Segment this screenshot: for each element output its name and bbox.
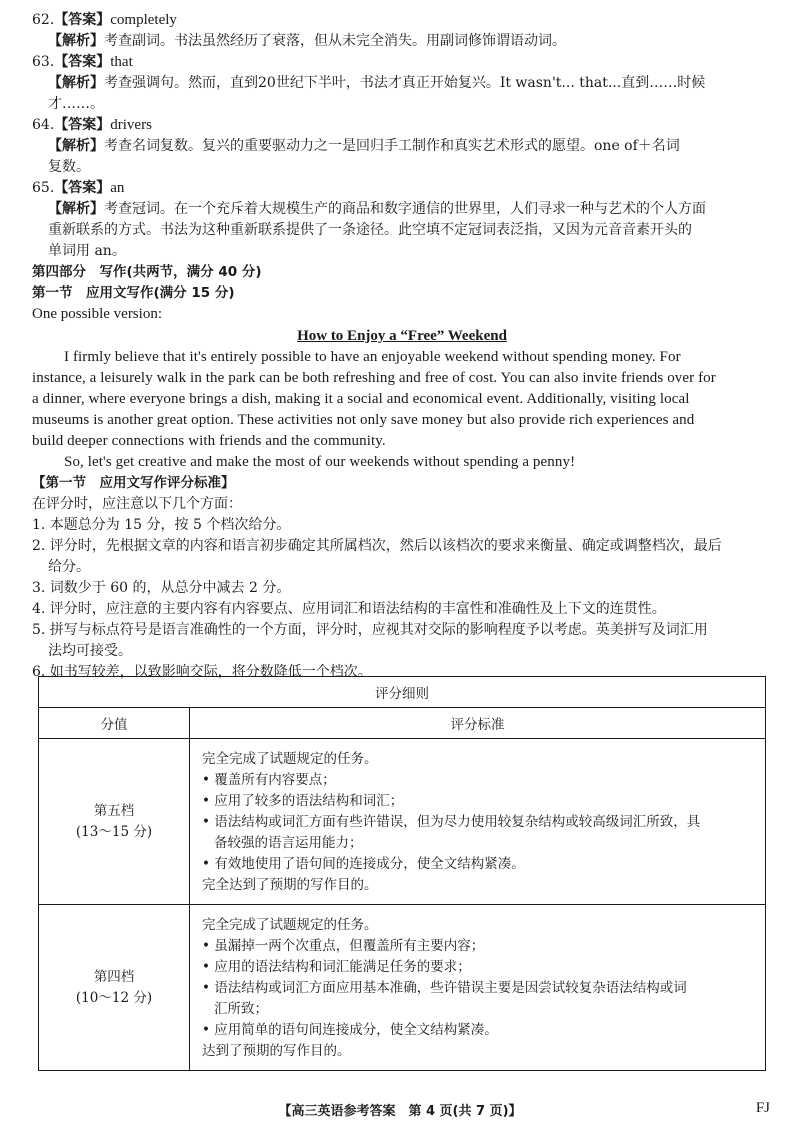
rubric-caption: 评分细则: [39, 677, 766, 708]
essay-paragraph-1: [32, 347, 772, 452]
scoring-rubric-table: [38, 676, 766, 1071]
answer-value: an: [110, 180, 125, 196]
answer-sheet-page: [32, 10, 772, 683]
answer-label: 【答案】: [54, 117, 111, 133]
answer-row: [32, 10, 772, 31]
rubric-criterion: • 覆盖所有内容要点；: [202, 772, 336, 788]
analysis-text: 复数。: [48, 159, 90, 175]
rubric-criterion: • 应用的语法结构和词汇能满足任务的要求；: [202, 959, 471, 975]
analysis-label: 【解析】: [48, 138, 104, 154]
rubric-criterion: 备较强的语言运用能力；: [214, 835, 363, 851]
criteria-item: 1. 本题总分为 15 分，按 5 个档次给分。: [32, 517, 291, 533]
answer-label: 【答案】: [54, 180, 111, 196]
analysis-line: [32, 73, 772, 94]
analysis-line: [32, 199, 772, 220]
rubric-criteria-cell: [190, 905, 766, 1071]
part4-heading: 第四部分 写作(共两节，满分 40 分): [32, 264, 262, 280]
analysis-text: 考查冠词。在一个充斥着大规模生产的商品和数字通信的世界里，人们寻求一种与艺术的个人方面: [104, 201, 706, 217]
analysis-label: 【解析】: [48, 33, 104, 49]
criteria-list: [32, 515, 772, 683]
answer-row: [32, 115, 772, 136]
criteria-item: 5. 拼写与标点符号是语言准确性的一个方面，评分时，应视其对交际的影响程度予以考虑。英美拼写及词汇用: [32, 622, 708, 638]
answer-label: 【答案】: [54, 12, 111, 28]
essay-line: build deeper connections with friends and the community.: [32, 433, 386, 449]
criteria-intro: 在评分时，应注意以下几个方面：: [32, 496, 242, 512]
section1-heading: 第一节 应用文写作(满分 15 分): [32, 285, 235, 301]
possible-version-label: One possible version:: [32, 306, 162, 322]
rubric-criterion: • 应用简单的语句间连接成分，使全文结构紧凑。: [202, 1022, 498, 1038]
answer-label: 【答案】: [54, 54, 111, 70]
essay-line: a dinner, where everyone brings a dish, making it a social and economical event. Additionally, visiting local: [32, 391, 690, 407]
rubric-level: 第五档: [93, 802, 135, 819]
essay-title: How to Enjoy a “Free” Weekend: [297, 328, 507, 344]
analysis-label: 【解析】: [48, 201, 104, 217]
analysis-line: [32, 241, 772, 262]
rubric-criterion: • 语法结构或词汇方面应用基本准确，些许错误主要是因尝试较复杂语法结构或词: [202, 980, 687, 996]
footer-text: 【高三英语参考答案 第 4 页(共 7 页)】: [278, 1104, 522, 1119]
rubric-header-score: 分值: [39, 708, 190, 739]
rubric-criterion: • 语法结构或词汇方面有些许错误，但为尽力使用较复杂结构或较高级词汇所致，具: [202, 814, 701, 830]
rubric-criterion: 完全完成了试题规定的任务。: [202, 917, 378, 933]
essay-line: instance, a leisurely walk in the park can be both refreshing and free of cost. You can also invite friends over for: [32, 370, 716, 386]
rubric-criterion: 汇所致；: [214, 1001, 268, 1017]
rubric-row: [39, 739, 766, 905]
answer-list: [32, 10, 772, 262]
essay-line: I firmly believe that it's entirely possible to have an enjoyable weekend without spending money. For: [64, 349, 681, 365]
rubric-level-cell: [39, 905, 190, 1071]
rubric-criterion: 完全完成了试题规定的任务。: [202, 751, 378, 767]
rubric-criterion: 完全达到了预期的写作目的。: [202, 877, 378, 893]
rubric-criterion: • 虽漏掉一两个次重点，但覆盖所有主要内容；: [202, 938, 485, 954]
analysis-line: [32, 94, 772, 115]
answer-row: [32, 52, 772, 73]
analysis-text: 考查副词。书法虽然经历了衰落，但从未完全消失。用副词修饰谓语动词。: [104, 33, 566, 49]
criteria-item: 6. 如书写较差，以致影响交际，将分数降低一个档次。: [32, 664, 372, 680]
essay-paragraph-2: So, let's get creative and make the most of our weekends without spending a penny!: [64, 454, 576, 470]
answer-value: drivers: [110, 117, 152, 133]
answer-number: 63.: [32, 54, 55, 70]
analysis-line: [32, 136, 772, 157]
criteria-item: 3. 词数少于 60 的，从总分中减去 2 分。: [32, 580, 291, 596]
analysis-text: 考查强调句。然而，直到20世纪下半叶，书法才真正开始复兴。It wasn't... that...直到……时候: [104, 75, 706, 91]
criteria-item: 4. 评分时，应注意的主要内容有内容要点、应用词汇和语法结构的丰富性和准确性及上下文的连贯性。: [32, 601, 666, 617]
answer-number: 65.: [32, 180, 55, 196]
rubric-range: (13～15 分): [75, 823, 153, 840]
criteria-item: 2. 评分时，先根据文章的内容和语言初步确定其所属档次，然后以该档次的要求来衡量、确定或调整档次，最后: [32, 538, 722, 554]
rubric-row: [39, 905, 766, 1071]
rubric-level: 第四档: [93, 968, 135, 985]
rubric-range: (10～12 分): [75, 989, 153, 1006]
analysis-text: 才……。: [48, 96, 104, 112]
analysis-line: [32, 220, 772, 241]
rubric-header-criteria: 评分标准: [190, 708, 766, 739]
analysis-text: 单词用 an。: [48, 243, 126, 259]
analysis-line: [32, 31, 772, 52]
rubric-criteria-cell: [190, 739, 766, 905]
criteria-heading: 【第一节 应用文写作评分标准】: [32, 475, 235, 491]
rubric-criterion: • 有效地使用了语句间的连接成分，使全文结构紧凑。: [202, 856, 525, 872]
answer-value: that: [110, 54, 133, 70]
essay-body: [32, 347, 772, 473]
analysis-text: 重新联系的方式。书法为这种重新联系提供了一条途径。此空填不定冠词表泛指，又因为元音音素开头的: [48, 222, 692, 238]
rubric-level-cell: [39, 739, 190, 905]
criteria-item: 给分。: [48, 559, 90, 575]
answer-number: 64.: [32, 117, 55, 133]
analysis-line: [32, 157, 772, 178]
rubric-criterion: 达到了预期的写作目的。: [202, 1043, 351, 1059]
analysis-label: 【解析】: [48, 75, 104, 91]
answer-number: 62.: [32, 12, 55, 28]
page-footer: [0, 1100, 800, 1119]
answer-row: [32, 178, 772, 199]
essay-line: museums is another great option. These activities not only save money but also provide rich experiences and: [32, 412, 695, 428]
footer-code: FJ: [755, 1100, 770, 1116]
analysis-text: 考查名词复数。复兴的重要驱动力之一是回归手工制作和真实艺术形式的愿望。one of＋名词: [104, 138, 680, 154]
criteria-item: 法均可接受。: [48, 643, 132, 659]
answer-value: completely: [110, 12, 177, 28]
rubric-criterion: • 应用了较多的语法结构和词汇；: [202, 793, 404, 809]
